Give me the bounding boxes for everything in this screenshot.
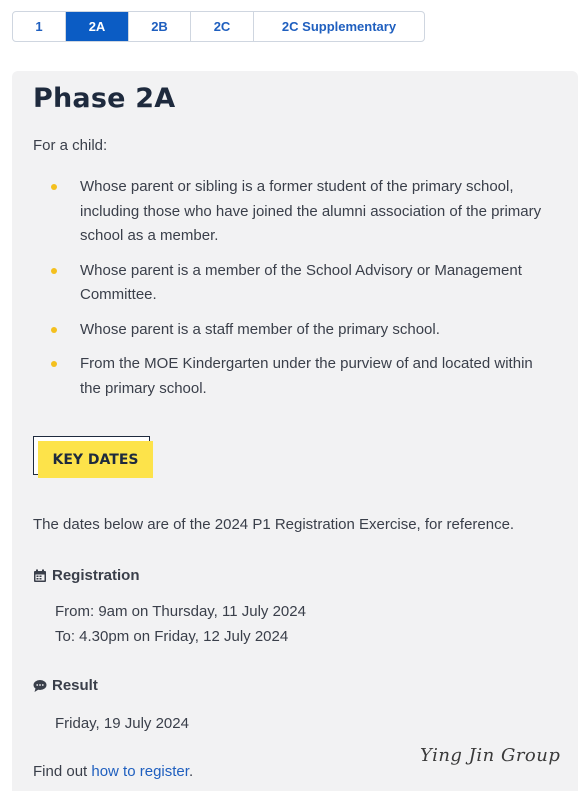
- registration-from: From: 9am on Thursday, 11 July 2024: [55, 603, 306, 620]
- tab-1[interactable]: 1: [13, 12, 66, 41]
- key-dates-highlight: [38, 441, 153, 478]
- bullet-dot-icon: [51, 268, 57, 274]
- result-heading: [33, 677, 98, 694]
- dates-intro-text: The dates below are of the 2024 P1 Registration Exercise, for reference.: [33, 516, 515, 533]
- page-title: Phase 2A: [33, 83, 176, 114]
- list-item: [33, 175, 553, 249]
- tab-2b[interactable]: 2B: [129, 12, 191, 41]
- result-heading-text: Result: [52, 677, 98, 694]
- list-item-text: Whose parent is a member of the School Advisory or Management Committee.: [80, 261, 522, 303]
- phase-tabs: [12, 11, 425, 42]
- list-item-text: From the MOE Kindergarten under the purview of and located within the primary school.: [80, 355, 533, 397]
- list-item-text: Whose parent or sibling is a former student of the primary school, including those who have joined the alumni association of the primary school as a member.: [80, 178, 542, 244]
- intro-text: For a child:: [33, 137, 108, 154]
- find-out-text: [33, 763, 193, 780]
- list-item: [33, 352, 553, 401]
- how-to-register-link[interactable]: how to register: [91, 763, 189, 780]
- list-item: [33, 318, 553, 343]
- list-item: [33, 259, 553, 308]
- bullet-dot-icon: [51, 361, 57, 367]
- criteria-list: [33, 175, 553, 411]
- registration-heading: [33, 567, 140, 584]
- speech-bubble-icon: [33, 679, 47, 693]
- bullet-dot-icon: [51, 184, 57, 190]
- tab-2a[interactable]: 2A: [66, 12, 129, 41]
- watermark-signature: Ying Jin Group: [420, 745, 561, 766]
- result-date: Friday, 19 July 2024: [55, 715, 189, 732]
- find-out-suffix: .: [188, 763, 194, 780]
- phase-card: [12, 71, 578, 791]
- registration-heading-text: Registration: [52, 567, 140, 584]
- registration-to: To: 4.30pm on Friday, 12 July 2024: [55, 628, 289, 645]
- tab-2c-supplementary[interactable]: 2C Supplementary: [281, 19, 397, 34]
- key-dates-label: KEY DATES: [52, 451, 139, 468]
- tab-2c[interactable]: 2C: [191, 12, 254, 41]
- list-item-text: Whose parent is a staff member of the primary school.: [80, 320, 440, 338]
- calendar-icon: [33, 569, 47, 583]
- bullet-dot-icon: [51, 327, 57, 333]
- key-dates-badge: [33, 436, 150, 475]
- find-out-prefix: Find out: [33, 763, 92, 780]
